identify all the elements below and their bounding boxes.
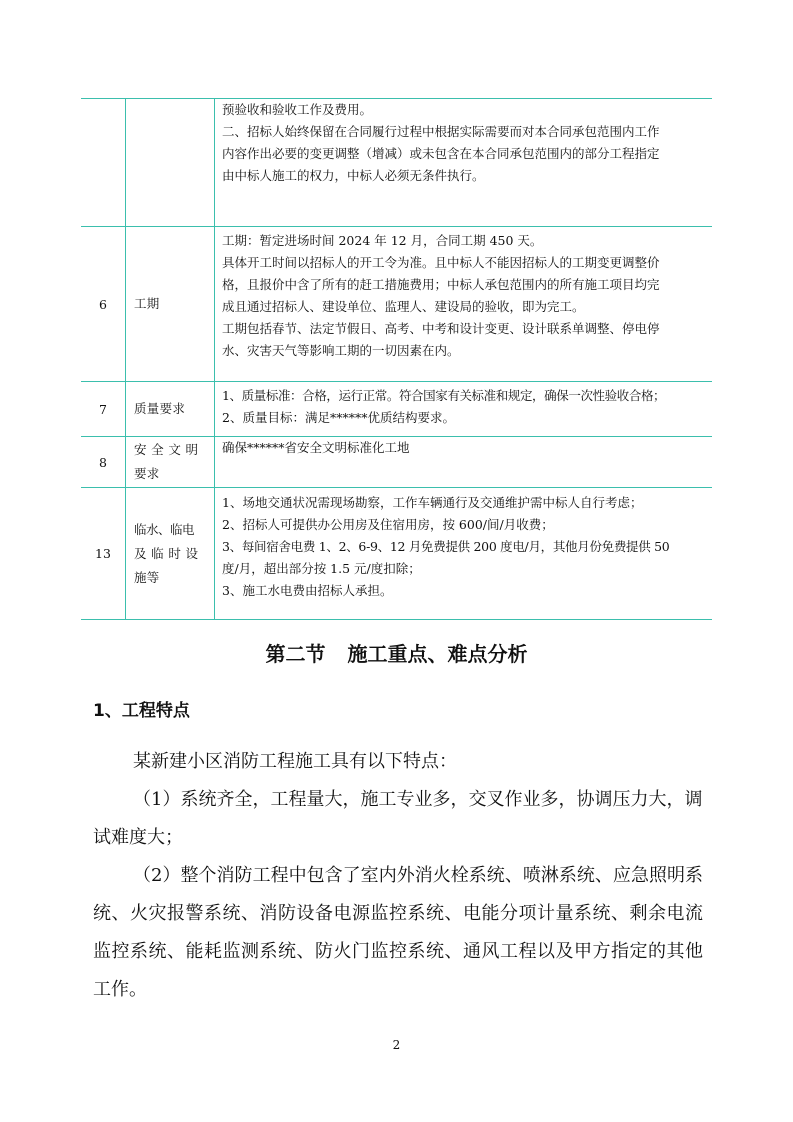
row-item-cell: [126, 227, 215, 382]
row-content-cell: [215, 382, 713, 437]
section-heading: [0, 638, 793, 667]
table-row-continued: [81, 99, 712, 227]
table-row-safety: [81, 437, 712, 488]
row-item-cell: [126, 437, 215, 488]
feature-paragraph-1: （1）系统齐全，工程量大，施工专业多，交叉作业多，协调压力大，调试难度大；: [93, 789, 703, 848]
section-title-text: 施工重点、难点分析: [347, 642, 528, 666]
table-row-temporary-facilities: [81, 488, 712, 620]
item-label: 质量要求: [134, 401, 186, 416]
content-line: 工期包括春节、法定节假日、高考、中考和设计变更、设计联系单调整、停电停: [222, 321, 660, 336]
row-number-cell: 8: [81, 437, 126, 488]
row-content-cell: [215, 227, 713, 382]
content-line: 2、质量目标：满足******优质结构要求。: [222, 410, 455, 425]
feature-paragraph-2: （2）整个消防工程中包含了室内外消火栓系统、喷淋系统、应急照明系统、火灾报警系统、消防设备电源监控系统、电能分项计量系统、剩余电流监控系统、能耗监测系统、防火门监控系统、通风工程以及甲方指定的其他工作。: [93, 865, 703, 1000]
row-number-cell: 6: [81, 227, 126, 382]
section-number: 第二节: [265, 642, 326, 666]
content-line: 确保******省安全文明标准化工地: [222, 440, 410, 455]
item-label-line: 临水、临电: [134, 521, 195, 537]
item-label: 工期: [134, 296, 160, 311]
content-line: 3、每间宿舍电费 1、2、6-9、12 月免费提供 200 度电/月，其他月份免费提供 50: [222, 539, 670, 554]
content-line: 工期：暂定进场时间 2024 年 12 月，合同工期 450 天。: [222, 233, 543, 248]
subsection-heading: 1、工程特点: [93, 701, 190, 721]
row-number-cell: 7: [81, 382, 126, 437]
row-item-cell: [126, 488, 215, 620]
content-line: 二、招标人始终保留在合同履行过程中根据实际需要而对本合同承包范围内工作: [222, 124, 660, 139]
content-line: 1、质量标准：合格，运行正常。符合国家有关标准和规定，确保一次性验收合格；: [222, 388, 666, 403]
content-line: 内容作出必要的变更调整（增减）或未包含在本合同承包范围内的部分工程指定: [222, 146, 660, 161]
content-line: 具体开工时间以招标人的开工令为准。且中标人不能因招标人的工期变更调整价: [222, 255, 660, 270]
content-line: 2、招标人可提供办公用房及住宿用房，按 600/间/月收费；: [222, 517, 554, 532]
content-line: 水、灾害天气等影响工期的一切因素在内。: [222, 343, 460, 358]
row-content-cell: [215, 488, 713, 620]
row-item-cell: [126, 382, 215, 437]
table-row-schedule: [81, 227, 712, 382]
row-item-cell: [126, 99, 215, 227]
content-line: 预验收和验收工作及费用。: [222, 102, 373, 117]
item-label-line: 要求: [134, 466, 160, 481]
table-row-quality: [81, 382, 712, 437]
content-line: 由中标人施工的权力，中标人必须无条件执行。: [222, 168, 485, 183]
content-line: 格，且报价中含了所有的赶工措施费用；中标人承包范围内的所有施工项目均完: [222, 277, 660, 292]
row-number-cell: 13: [81, 488, 126, 620]
content-line: 3、施工水电费由招标人承担。: [222, 583, 393, 598]
content-line: 度/月，超出部分按 1.5 元/度扣除；: [222, 561, 421, 576]
item-label-line: 施等: [134, 569, 160, 585]
content-line: 成且通过招标人、建设单位、监理人、建设局的验收，即为完工。: [222, 299, 585, 314]
row-content-cell: [215, 99, 713, 227]
tender-requirements-table: [81, 98, 712, 620]
item-label-line: 及临时设: [134, 545, 198, 561]
row-number-cell: [81, 99, 126, 227]
content-line: 1、场地交通状况需现场勘察，工作车辆通行及交通维护需中标人自行考虑；: [222, 495, 643, 510]
intro-paragraph: 某新建小区消防工程施工具有以下特点：: [133, 751, 457, 772]
item-label-line: 安全文明: [134, 442, 198, 457]
page-number: 2: [392, 1038, 401, 1052]
row-content-cell: [215, 437, 713, 488]
